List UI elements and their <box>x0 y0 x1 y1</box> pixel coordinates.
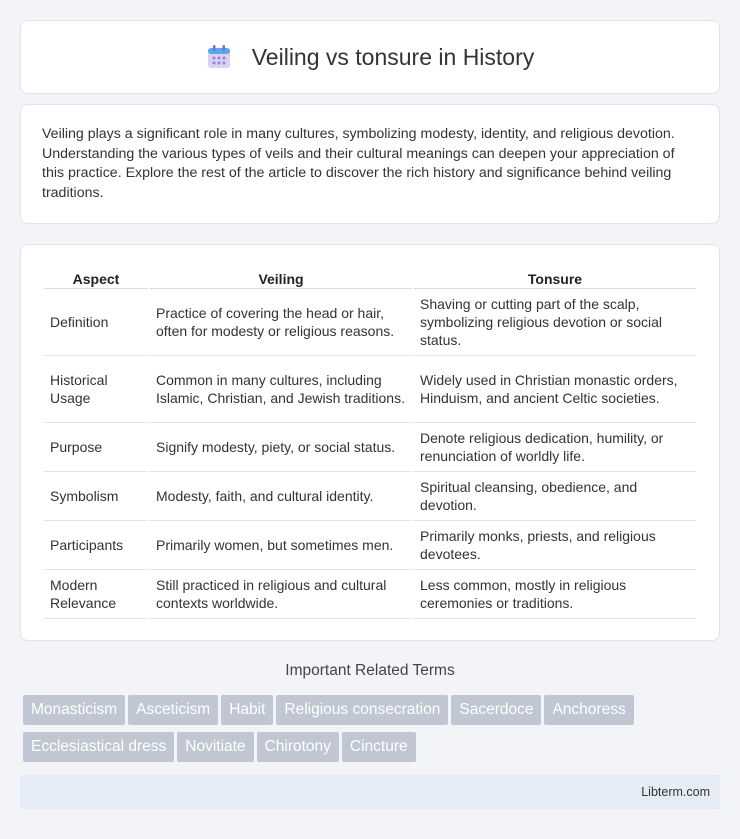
row-veiling: Still practiced in religious and cultural contexts worldwide. <box>150 570 412 619</box>
title-card <box>20 20 720 94</box>
tag-monasticism[interactable]: Monasticism <box>23 695 125 725</box>
table-row <box>44 570 696 619</box>
footer-link[interactable]: Libterm.com <box>641 785 710 799</box>
footer <box>20 775 720 809</box>
table-row <box>44 521 696 570</box>
page-title: Veiling vs tonsure in History <box>251 43 535 70</box>
row-veiling: Practice of covering the head or hair, often for modesty or religious reasons. <box>150 289 412 356</box>
row-tonsure: Denote religious dedication, humility, or renunciation of worldly life. <box>414 423 696 472</box>
tag-anchoress[interactable]: Anchoress <box>544 695 633 725</box>
row-aspect: Definition <box>44 289 148 356</box>
related-terms-list <box>23 695 723 769</box>
tag-cincture[interactable]: Cincture <box>342 732 416 762</box>
tag-religious-consecration[interactable]: Religious consecration <box>276 695 448 725</box>
tag-habit[interactable]: Habit <box>221 695 273 725</box>
header-tonsure: Tonsure <box>414 266 696 289</box>
table-header-row <box>44 266 696 289</box>
tag-ecclesiastical-dress[interactable]: Ecclesiastical dress <box>23 732 174 762</box>
row-aspect: Symbolism <box>44 472 148 521</box>
row-tonsure: Less common, mostly in religious ceremonies or traditions. <box>414 570 696 619</box>
row-aspect: Historical Usage <box>44 356 148 423</box>
intro-text: Veiling plays a significant role in many cultures, symbolizing modesty, identity, and religious devotion. Understanding the various types of veils and their cultural meanings can deepen your appreciation of this practice. Explore the rest of the article to discover the rich history and significance behind veiling traditions. <box>42 126 675 201</box>
tag-asceticism[interactable]: Asceticism <box>128 695 218 725</box>
related-terms-title: Important Related Terms <box>285 662 455 679</box>
row-veiling: Modesty, faith, and cultural identity. <box>150 472 412 521</box>
tag-novitiate[interactable]: Novitiate <box>177 732 253 762</box>
row-tonsure: Primarily monks, priests, and religious devotees. <box>414 521 696 570</box>
comparison-card <box>20 244 720 641</box>
row-aspect: Modern Relevance <box>44 570 148 619</box>
row-veiling: Primarily women, but sometimes men. <box>150 521 412 570</box>
table-row <box>44 289 696 356</box>
header-aspect: Aspect <box>44 266 148 289</box>
row-tonsure: Widely used in Christian monastic orders, Hinduism, and ancient Celtic societies. <box>414 356 696 423</box>
row-aspect: Purpose <box>44 423 148 472</box>
tag-chirotony[interactable]: Chirotony <box>257 732 339 762</box>
comparison-table <box>42 266 698 619</box>
calendar-icon <box>206 44 232 70</box>
row-veiling: Common in many cultures, including Islamic, Christian, and Jewish traditions. <box>150 356 412 423</box>
table-row <box>44 356 696 423</box>
tag-sacerdoce[interactable]: Sacerdoce <box>451 695 541 725</box>
intro-card <box>20 104 720 224</box>
row-veiling: Signify modesty, piety, or social status. <box>150 423 412 472</box>
row-aspect: Participants <box>44 521 148 570</box>
table-row <box>44 423 696 472</box>
row-tonsure: Shaving or cutting part of the scalp, symbolizing religious devotion or social status. <box>414 289 696 356</box>
row-tonsure: Spiritual cleansing, obedience, and devotion. <box>414 472 696 521</box>
table-row <box>44 472 696 521</box>
header-veiling: Veiling <box>150 266 412 289</box>
